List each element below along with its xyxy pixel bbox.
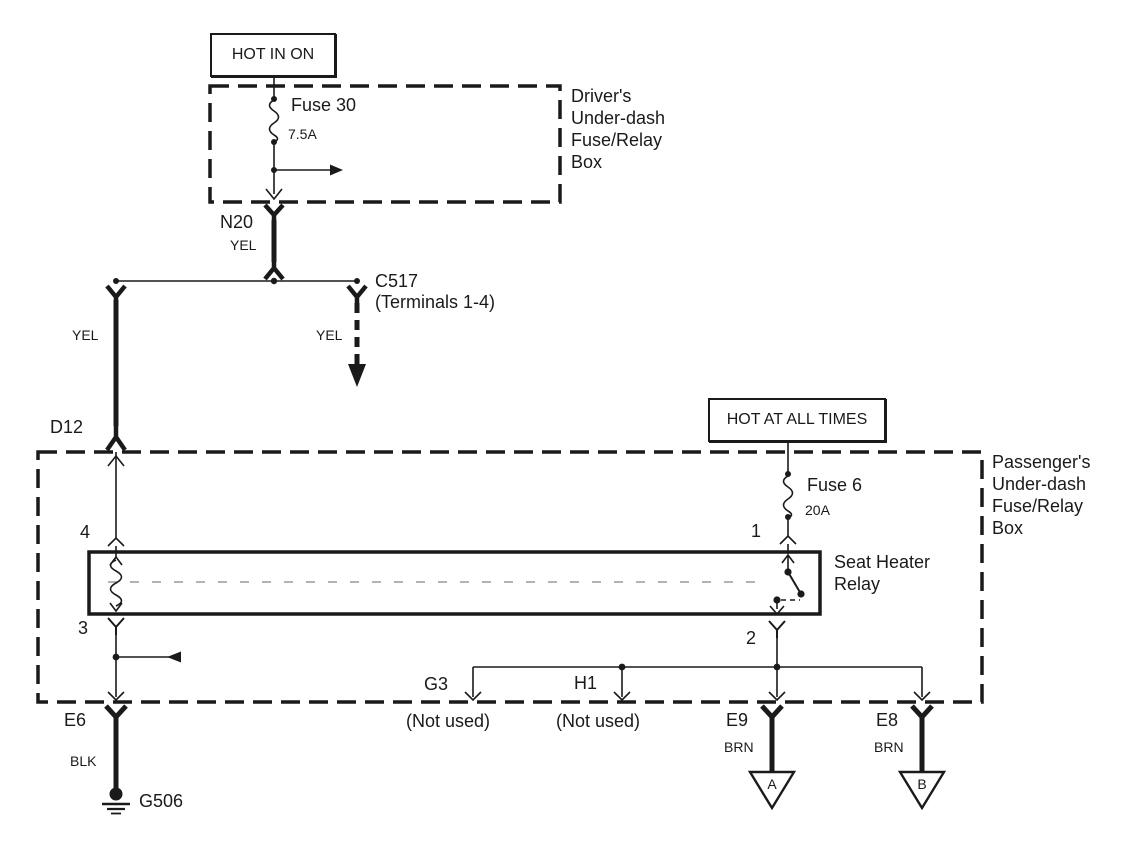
e6-connector-symbol	[106, 706, 126, 725]
junction-dot	[354, 278, 360, 284]
h1-not-used-label: (Not used)	[556, 711, 641, 731]
connector-d12-label: D12	[50, 417, 84, 437]
junction-dot	[113, 278, 119, 284]
e9-connector-symbol	[762, 706, 782, 725]
driver-box-label-line: Box	[571, 152, 603, 172]
passenger-box-label-line: Passenger's	[992, 452, 1091, 472]
relay-terminal-4: 4	[80, 522, 91, 542]
seat-heater-relay-label	[834, 551, 930, 595]
terminal3-to-e6-line	[108, 635, 176, 700]
terminal4-chevron	[108, 538, 124, 546]
ground-g506-label: G506	[139, 791, 184, 811]
connector-e6-label: E6	[64, 710, 87, 730]
junction-dot	[113, 654, 120, 661]
wire-color-brn-e9: BRN	[724, 739, 754, 755]
d12-connector-symbol	[107, 424, 125, 450]
junction-dot	[774, 664, 781, 671]
driver-box-label-line: Under-dash	[571, 108, 666, 128]
off-page-arrow-a-letter: A	[767, 776, 777, 792]
relay-coil-element	[111, 560, 122, 606]
driver-box-label-line: Driver's	[571, 86, 632, 106]
e8-connector-symbol	[912, 706, 932, 725]
wire-color-yel-c517: YEL	[316, 327, 343, 343]
wire-color-brn-e8: BRN	[874, 739, 904, 755]
down-arrowhead	[110, 603, 122, 611]
junction-dot	[785, 471, 791, 477]
relay-terminal-3: 3	[78, 618, 89, 638]
g506-ground-symbol	[102, 788, 130, 814]
connector-h1-label: H1	[574, 673, 598, 693]
c517-connector-symbol	[348, 286, 366, 303]
relay-terminal-2: 2	[746, 628, 757, 648]
relay-label-line: Seat Heater	[834, 552, 931, 572]
junction-dot	[785, 514, 791, 520]
wire-color-yel-left: YEL	[72, 327, 99, 343]
relay-switch	[770, 555, 805, 614]
hot-in-on-box	[210, 33, 336, 77]
passenger-box-label	[992, 451, 1091, 539]
terminal2-output-bus	[465, 638, 930, 700]
left-upper-connector-symbol	[107, 286, 125, 302]
passenger-box-label-line: Box	[992, 518, 1024, 538]
hot-at-all-times-label: HOT AT ALL TIMES	[726, 411, 868, 428]
wire-color-blk: BLK	[70, 753, 97, 769]
connector-n20-label: N20	[220, 212, 254, 232]
connector-e8-label: E8	[876, 710, 899, 730]
connector-g3-label: G3	[424, 674, 449, 694]
passenger-box-label-line: Under-dash	[992, 474, 1087, 494]
fuse30-element	[270, 100, 279, 142]
n20-lower-connector-symbol	[265, 258, 283, 279]
fuse6-circuit	[780, 438, 796, 563]
terminal2-connector-symbol	[769, 621, 785, 638]
seat-heater-relay-outline	[89, 552, 820, 614]
g3-not-used-label: (Not used)	[406, 711, 491, 731]
c517-down-arrowhead	[348, 364, 366, 387]
fuse30-name: Fuse 30	[291, 95, 357, 115]
n20-connector-symbol	[265, 205, 283, 222]
junction-dot	[271, 278, 277, 284]
relay-label-line: Relay	[834, 574, 881, 594]
wire-color-yel-n20: YEL	[230, 237, 257, 253]
connector-c517-label: C517	[375, 271, 419, 291]
junction-dot	[271, 96, 277, 102]
off-page-arrow-b-letter: B	[917, 776, 927, 792]
driver-box-label-line: Fuse/Relay	[571, 130, 663, 150]
fuse30-rating: 7.5A	[288, 126, 317, 142]
branch-right-arrowhead	[330, 165, 343, 176]
driver-fuse-box-outline	[210, 86, 560, 202]
junction-dot	[271, 167, 277, 173]
fuse6-rating: 20A	[805, 502, 830, 518]
junction-dot	[619, 664, 626, 671]
junction-dot	[271, 139, 277, 145]
driver-box-label	[571, 85, 665, 173]
relay-terminal-1: 1	[751, 521, 762, 541]
fuse6-element	[784, 476, 793, 518]
fuse6-name: Fuse 6	[807, 475, 863, 495]
branch-left-arrowhead	[167, 652, 181, 663]
passenger-box-label-line: Fuse/Relay	[992, 496, 1084, 516]
connector-c517-note: (Terminals 1-4)	[375, 292, 496, 312]
hot-in-on-label: HOT IN ON	[231, 46, 315, 63]
connector-e9-label: E9	[726, 710, 749, 730]
hot-at-all-times-box	[708, 398, 886, 442]
terminal3-connector-symbol	[108, 618, 124, 635]
terminal1-chevron	[780, 536, 796, 544]
relay-coil-circuit	[108, 452, 124, 611]
